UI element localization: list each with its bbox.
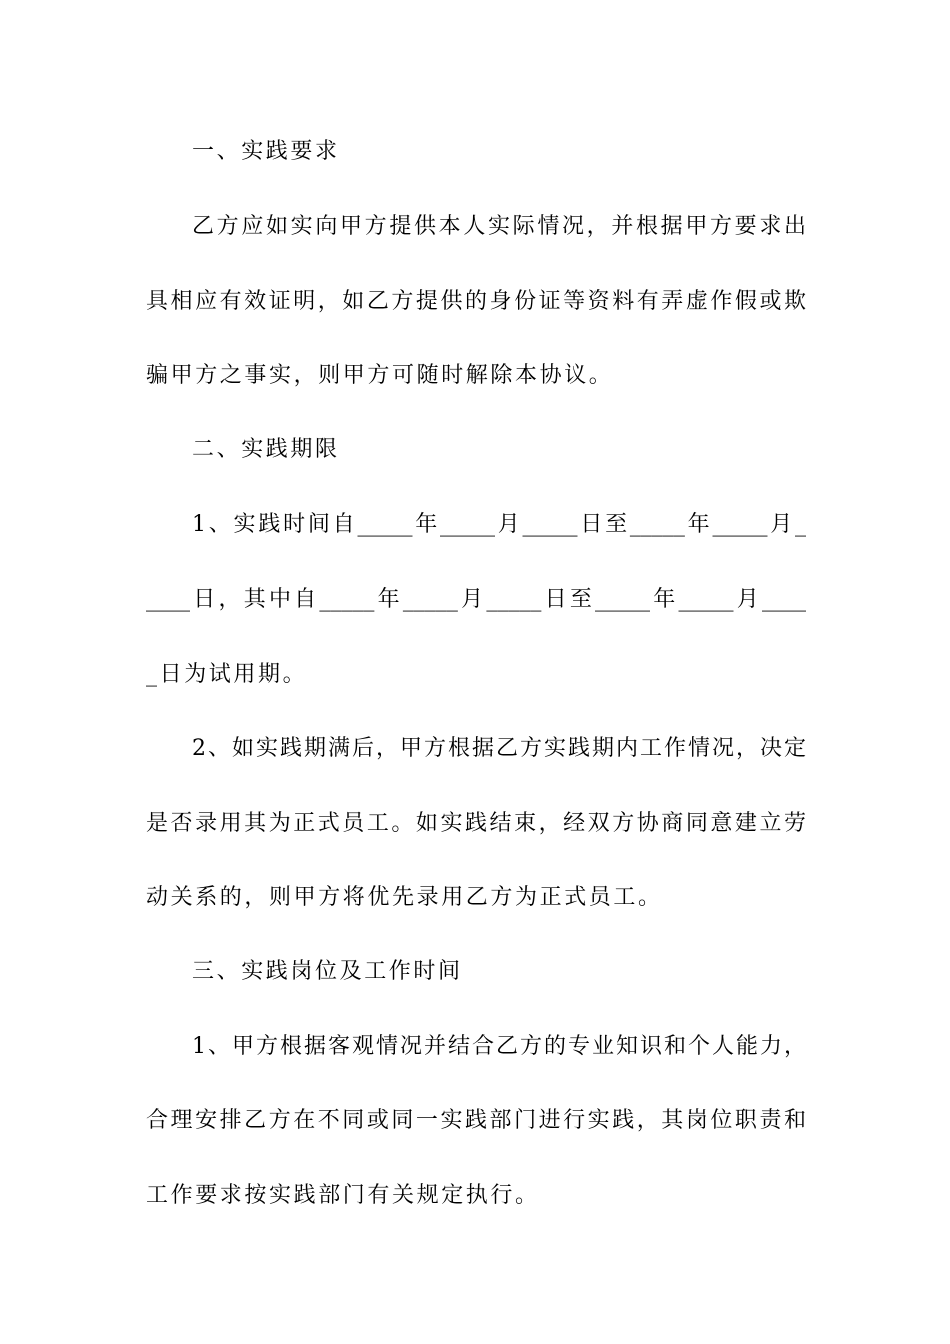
section-heading-practice-position: 三、实践岗位及工作时间 [192,959,463,984]
paragraph-line: ____日，其中自_____年_____月_____日至_____年_____月____ [146,587,806,612]
paragraph-line: 2、如实践期满后，甲方根据乙方实践期内工作情况，决定 [192,736,806,761]
paragraph-line: _日为试用期。 [146,662,308,687]
paragraph-line: 骗甲方之事实，则甲方可随时解除本协议。 [146,363,614,388]
paragraph-line: 动关系的，则甲方将优先录用乙方为正式员工。 [146,885,663,910]
paragraph-line: 1、实践时间自_____年_____月_____日至_____年_____月_ [192,512,806,537]
paragraph-line: 工作要求按实践部门有关规定执行。 [146,1183,540,1208]
paragraph-line: 乙方应如实向甲方提供本人实际情况，并根据甲方要求出 [192,214,806,239]
paragraph-line: 1、甲方根据客观情况并结合乙方的专业知识和个人能力， [192,1034,806,1059]
paragraph-line: 是否录用其为正式员工。如实践结束，经双方协商同意建立劳 [146,811,806,836]
section-heading-practice-requirements: 一、实践要求 [192,139,340,164]
paragraph-line: 具相应有效证明，如乙方提供的身份证等资料有弄虚作假或欺 [146,289,806,314]
section-heading-practice-period: 二、实践期限 [192,437,340,462]
paragraph-line: 合理安排乙方在不同或同一实践部门进行实践，其岗位职责和 [146,1108,806,1133]
